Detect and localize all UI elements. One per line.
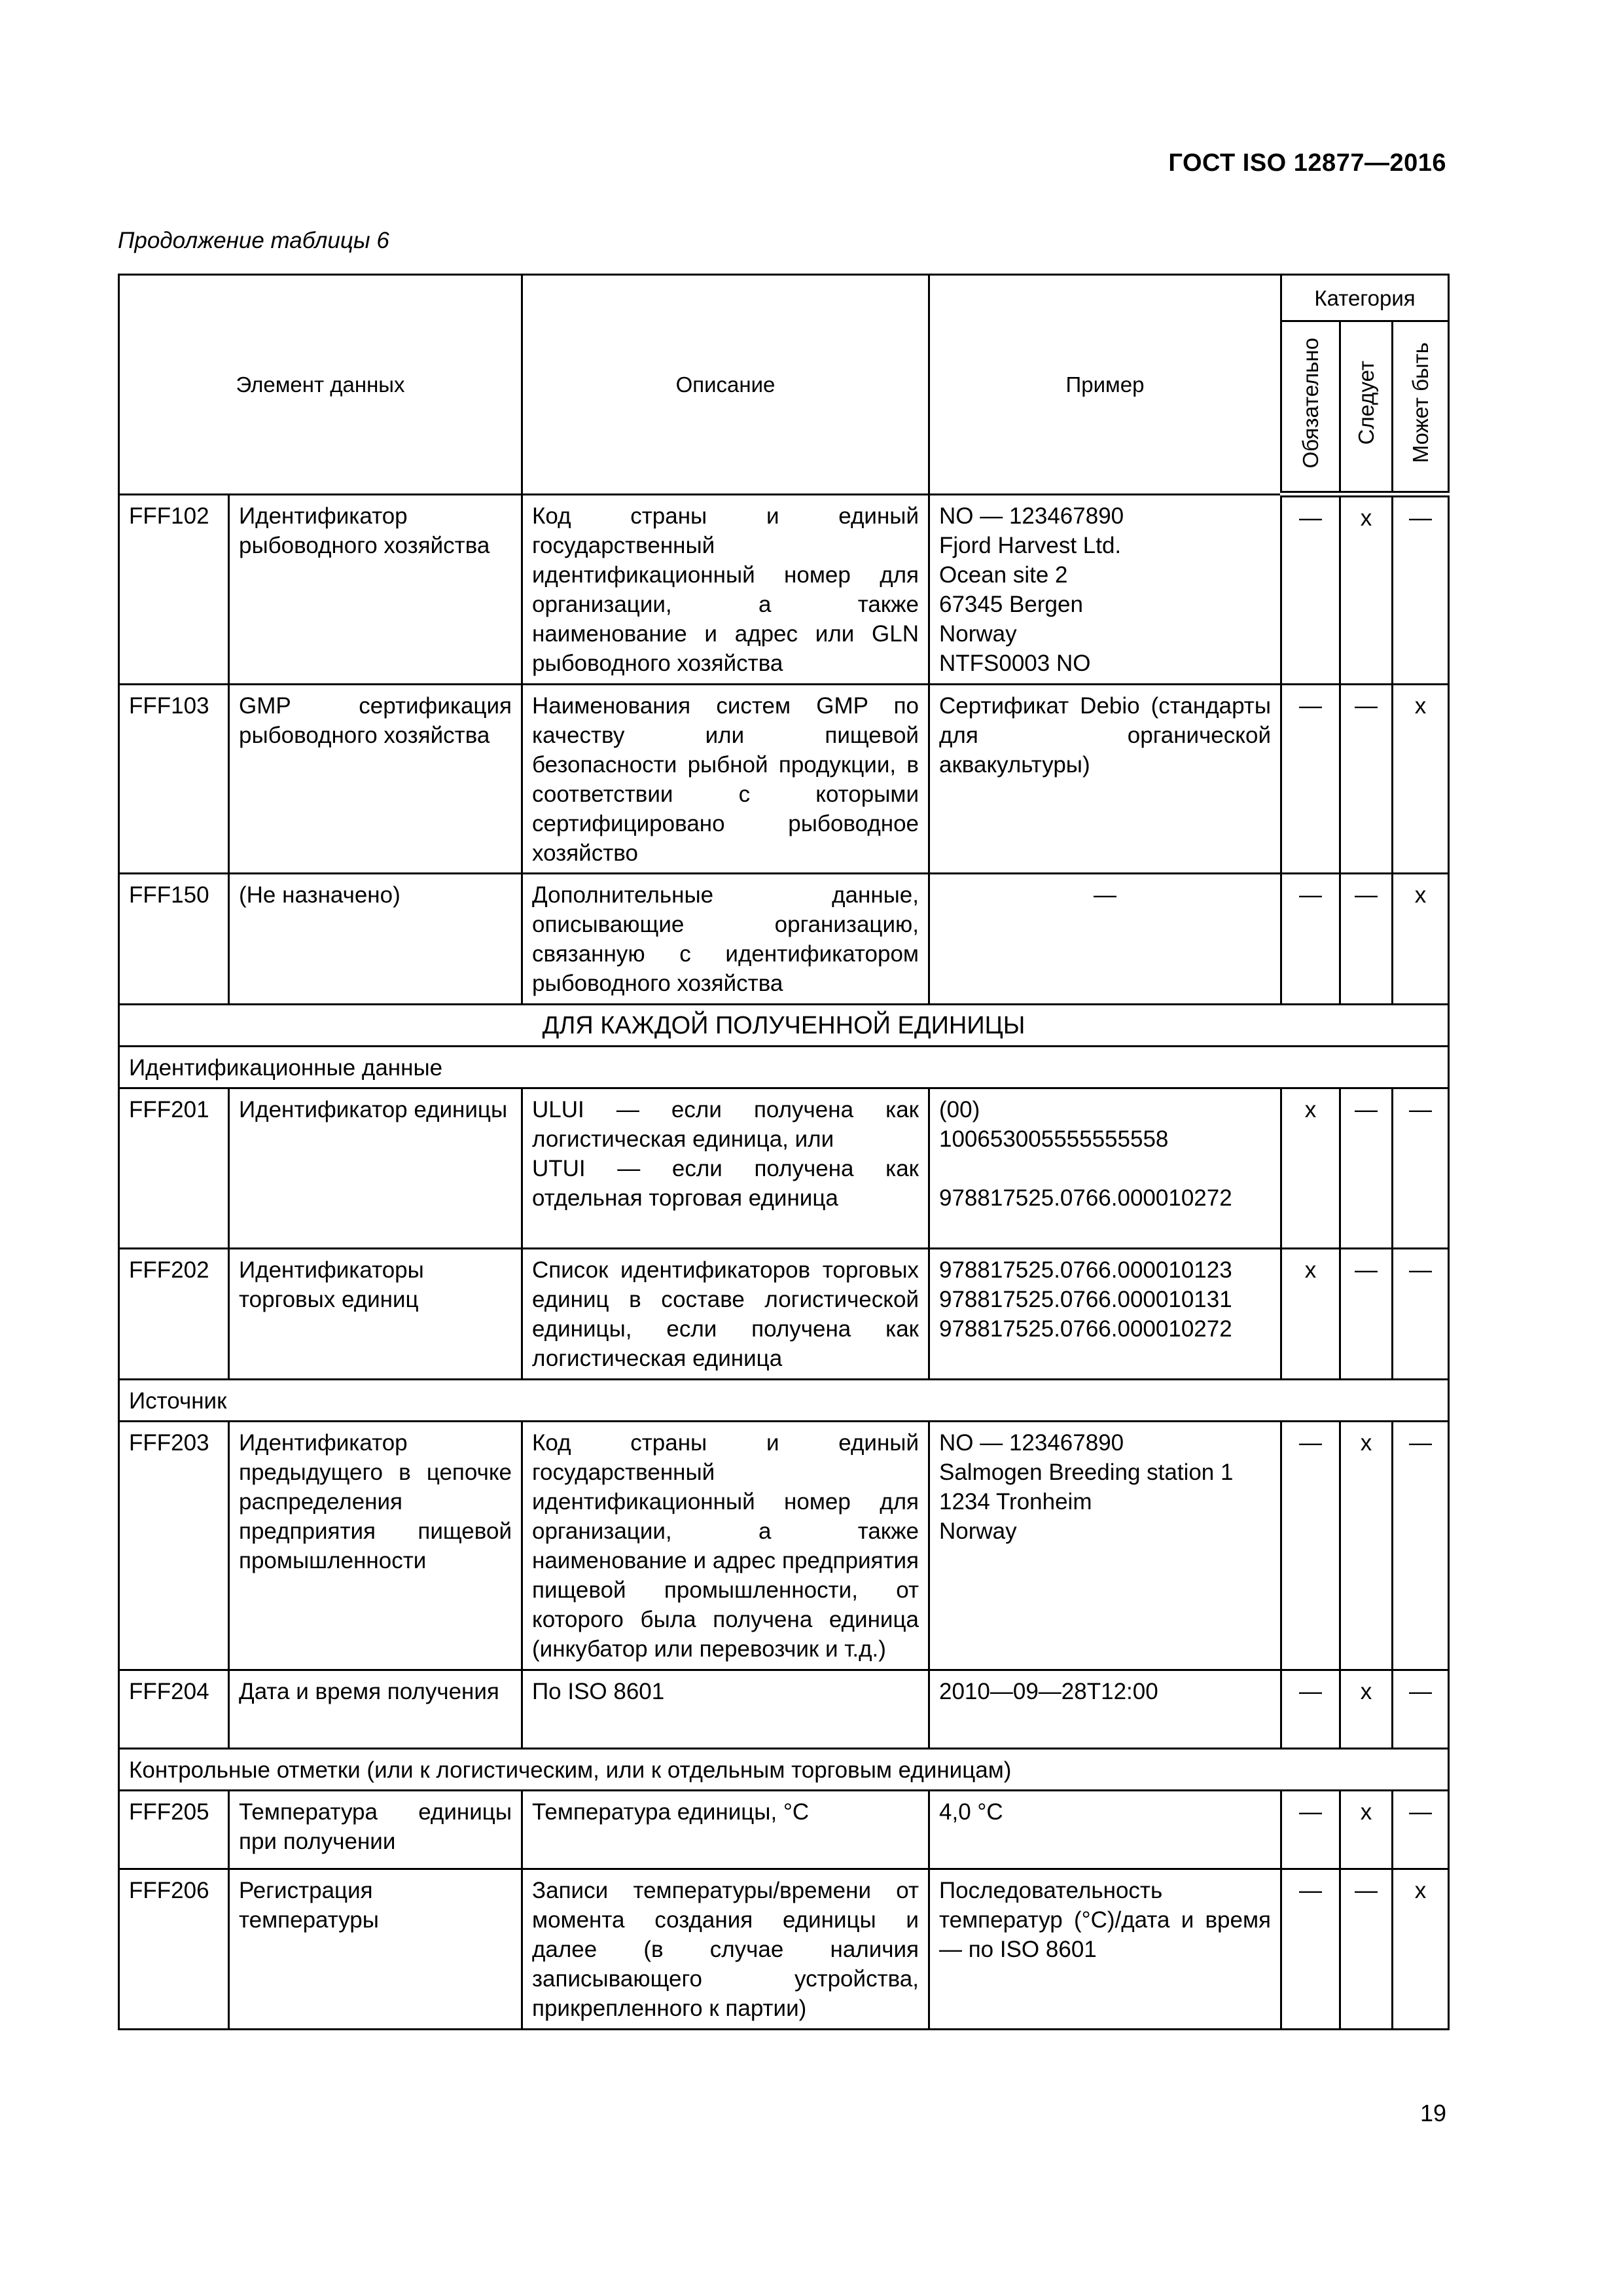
element-description: Список идентификаторов торговых единиц в составе логистической единицы, если получена как логистическая единица <box>522 1248 929 1379</box>
element-description: Наименования систем GMP по качеству или пищевой безопасности рыбной продукции, в соответствии с которыми сертифицировано рыбоводное хозяйство <box>522 684 929 873</box>
category-may: — <box>1393 494 1449 684</box>
table-row <box>119 684 1449 873</box>
element-code: FFF103 <box>119 684 229 873</box>
category-may: — <box>1393 1088 1449 1248</box>
table-row <box>119 1248 1449 1379</box>
standard-designation: ГОСТ ISO 12877—2016 <box>1168 149 1446 177</box>
element-name: Дата и время получения <box>229 1670 522 1748</box>
category-may: — <box>1393 1790 1449 1869</box>
subsection-heading-source: Источник <box>119 1379 1449 1421</box>
mandatory-label: Обязательно <box>1298 337 1323 469</box>
table-row <box>119 1088 1449 1248</box>
element-name: (Не назначено) <box>229 873 522 1004</box>
category-may: x <box>1393 1869 1449 2029</box>
category-should: x <box>1340 494 1393 684</box>
element-description: По ISO 8601 <box>522 1670 929 1748</box>
element-example: 978817525.0766.000010123 978817525.0766.000010131 978817525.0766.000010272 <box>929 1248 1281 1379</box>
category-may: — <box>1393 1248 1449 1379</box>
element-name: Идентификатор предыдущего в цепочке распределения предприятия пищевой промышленности <box>229 1421 522 1670</box>
may-label: Может быть <box>1408 342 1433 463</box>
category-should: x <box>1340 1670 1393 1748</box>
element-code: FFF204 <box>119 1670 229 1748</box>
element-name: GMP сертификация рыбоводного хозяйства <box>229 684 522 873</box>
element-name: Регистрация температуры <box>229 1869 522 2029</box>
category-should: — <box>1340 1869 1393 2029</box>
column-header-should <box>1340 321 1393 495</box>
table-row <box>119 494 1449 684</box>
column-header-mandatory <box>1281 321 1340 495</box>
table-row <box>119 1421 1449 1670</box>
element-description: Дополнительные данные, описывающие организацию, связанную с идентификатором рыбоводного хозяйства <box>522 873 929 1004</box>
table-caption: Продолжение таблицы 6 <box>118 228 389 253</box>
element-description: Код страны и единый государственный идентификационный номер для организации, а также наименование и адрес предприятия пищевой промышленности, от которого была получена единица (инкубатор или перевозчик и т.д.) <box>522 1421 929 1670</box>
element-description: Код страны и единый государственный идентификационный номер для организации, а также наименование и адрес или GLN рыбоводного хозяйства <box>522 494 929 684</box>
category-should: — <box>1340 1088 1393 1248</box>
column-header-may <box>1393 321 1449 495</box>
element-code: FFF203 <box>119 1421 229 1670</box>
category-may: x <box>1393 684 1449 873</box>
column-header-element: Элемент данных <box>119 275 522 495</box>
category-mandatory: — <box>1281 1670 1340 1748</box>
category-mandatory: x <box>1281 1248 1340 1379</box>
element-code: FFF201 <box>119 1088 229 1248</box>
category-mandatory: — <box>1281 494 1340 684</box>
subsection-heading-control: Контрольные отметки (или к логистическим, или к отдельным торговым единицам) <box>119 1748 1449 1790</box>
element-description: Записи температуры/времени от момента создания единицы и далее (в случае наличия записывающего устройства, прикрепленного к партии) <box>522 1869 929 2029</box>
column-header-description: Описание <box>522 275 929 495</box>
page-number: 19 <box>1419 2100 1446 2126</box>
element-example: — <box>929 873 1281 1004</box>
column-header-example: Пример <box>929 275 1281 495</box>
category-may: — <box>1393 1421 1449 1670</box>
subsection-row <box>119 1046 1449 1088</box>
category-mandatory: — <box>1281 873 1340 1004</box>
element-example: NO — 123467890 Fjord Harvest Ltd. Ocean site 2 67345 Bergen Norway NTFS0003 NO <box>929 494 1281 684</box>
element-description: ULUI — если получена как логистическая единица, или UTUI — если получена как отдельная торговая единица <box>522 1088 929 1248</box>
category-should: x <box>1340 1790 1393 1869</box>
element-example: 2010—09—28T12:00 <box>929 1670 1281 1748</box>
category-mandatory: x <box>1281 1088 1340 1248</box>
element-example: 4,0 °C <box>929 1790 1281 1869</box>
category-mandatory: — <box>1281 1869 1340 2029</box>
element-name: Идентификатор рыбоводного хозяйства <box>229 494 522 684</box>
element-example: NO — 123467890 Salmogen Breeding station 1 1234 Tronheim Norway <box>929 1421 1281 1670</box>
category-mandatory: — <box>1281 684 1340 873</box>
table-row <box>119 1670 1449 1748</box>
element-code: FFF202 <box>119 1248 229 1379</box>
element-example: Последовательность температур (°C)/дата и время — по ISO 8601 <box>929 1869 1281 2029</box>
category-mandatory: — <box>1281 1790 1340 1869</box>
category-should: — <box>1340 873 1393 1004</box>
category-may: — <box>1393 1670 1449 1748</box>
subsection-row <box>119 1379 1449 1421</box>
section-heading-each-unit: ДЛЯ КАЖДОЙ ПОЛУЧЕННОЙ ЕДИНИЦЫ <box>119 1004 1449 1046</box>
element-description: Температура единицы, °C <box>522 1790 929 1869</box>
subsection-heading-identification: Идентификационные данные <box>119 1046 1449 1088</box>
element-example: Сертификат Debio (стандарты для органической аквакультуры) <box>929 684 1281 873</box>
element-name: Температура единицы при получении <box>229 1790 522 1869</box>
data-elements-table <box>118 274 1450 2030</box>
table-row <box>119 1869 1449 2029</box>
subsection-row <box>119 1748 1449 1790</box>
category-may: x <box>1393 873 1449 1004</box>
table-row <box>119 873 1449 1004</box>
should-label: Следует <box>1354 361 1378 445</box>
element-code: FFF205 <box>119 1790 229 1869</box>
element-name: Идентификатор единицы <box>229 1088 522 1248</box>
element-example: (00) 100653005555555558 978817525.0766.000010272 <box>929 1088 1281 1248</box>
element-code: FFF150 <box>119 873 229 1004</box>
category-mandatory: — <box>1281 1421 1340 1670</box>
element-name: Идентификаторы торговых единиц <box>229 1248 522 1379</box>
element-code: FFF102 <box>119 494 229 684</box>
table-row <box>119 1790 1449 1869</box>
column-header-category: Категория <box>1281 275 1449 321</box>
element-code: FFF206 <box>119 1869 229 2029</box>
category-should: — <box>1340 684 1393 873</box>
category-should: x <box>1340 1421 1393 1670</box>
section-row <box>119 1004 1449 1046</box>
category-should: — <box>1340 1248 1393 1379</box>
